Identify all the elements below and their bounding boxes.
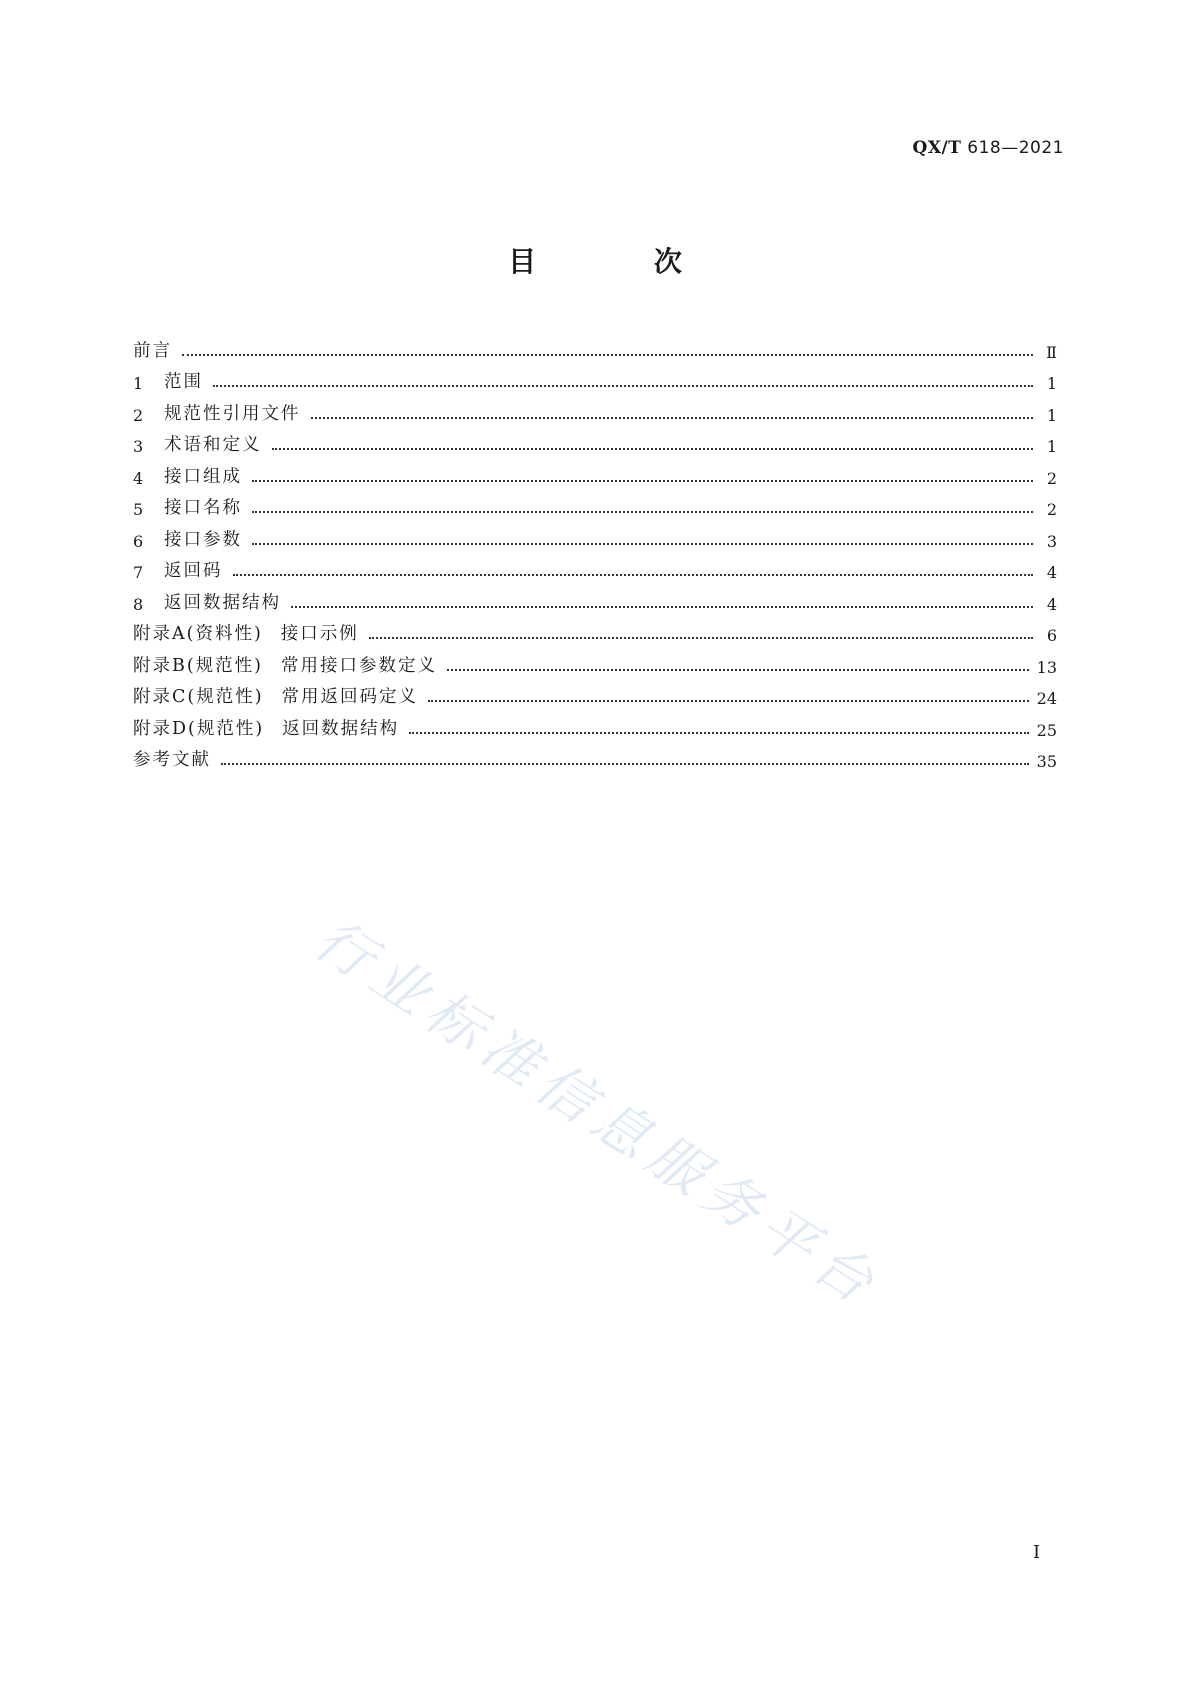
toc-entry-page: 2 — [1046, 500, 1057, 519]
toc-dot-leader — [447, 669, 1029, 671]
toc-annex-title: 接口示例 — [280, 624, 359, 644]
document-code — [913, 138, 1064, 158]
toc-entry-foreword[interactable] — [133, 330, 1057, 362]
toc-entry-page: 24 — [1036, 689, 1057, 708]
toc-annex-label: 附录A(资料性) — [133, 624, 263, 644]
toc-entry-label: 接口组成 — [164, 466, 242, 487]
toc-annex-title: 返回数据结构 — [282, 718, 400, 739]
toc-entry-annex-d[interactable] — [133, 708, 1057, 740]
toc-dot-leader — [182, 354, 1033, 356]
toc-entry-label — [133, 620, 359, 645]
toc-entry-terms-definitions[interactable] — [133, 425, 1057, 457]
toc-entry-label: 返回数据结构 — [164, 592, 281, 613]
toc-entry-number: 2 — [133, 405, 144, 425]
toc-entry-number: 8 — [133, 594, 144, 614]
toc-entry-return-codes[interactable] — [133, 551, 1057, 583]
toc-entry-bibliography[interactable] — [133, 740, 1057, 772]
toc-entry-label — [133, 683, 418, 708]
toc-title: 目 次 — [508, 245, 736, 278]
toc-entry-label: 前言 — [133, 340, 172, 361]
table-of-contents — [133, 330, 1057, 771]
toc-dot-leader — [213, 385, 1033, 387]
toc-entry-page: 1 — [1046, 374, 1057, 393]
toc-entry-scope[interactable] — [133, 362, 1057, 394]
toc-entry-interface-composition[interactable] — [133, 456, 1057, 488]
toc-entry-number: 4 — [133, 468, 144, 488]
toc-dot-leader — [311, 417, 1034, 419]
toc-entry-page: 6 — [1046, 626, 1057, 645]
toc-dot-leader — [291, 606, 1033, 608]
watermark: 行业标准信息服务平台 — [303, 906, 893, 1321]
toc-entry-page: 1 — [1046, 405, 1057, 425]
toc-entry-annex-c[interactable] — [133, 677, 1057, 709]
toc-entry-label — [133, 715, 399, 740]
toc-entry-label: 术语和定义 — [164, 435, 262, 455]
toc-entry-interface-names[interactable] — [133, 488, 1057, 520]
toc-entry-label: 接口参数 — [164, 529, 242, 550]
toc-annex-label: 附录B(规范性) — [133, 655, 264, 676]
toc-entry-page: 1 — [1046, 437, 1057, 456]
toc-entry-annex-a[interactable] — [133, 614, 1057, 646]
document-code-prefix: QX/T — [912, 138, 962, 158]
toc-dot-leader — [252, 480, 1033, 482]
toc-entry-number: 3 — [133, 437, 144, 456]
document-code-number: 618—2021 — [967, 138, 1064, 158]
toc-dot-leader — [272, 448, 1034, 450]
toc-entry-page: 3 — [1046, 531, 1057, 551]
toc-entry-annex-b[interactable] — [133, 645, 1057, 677]
toc-entry-number: 5 — [133, 500, 144, 519]
toc-dot-leader — [233, 574, 1034, 576]
toc-dot-leader — [369, 637, 1033, 639]
toc-entry-interface-parameters[interactable] — [133, 519, 1057, 551]
toc-entry-page: 25 — [1036, 720, 1057, 740]
toc-entry-label — [133, 652, 437, 677]
toc-entry-number: 1 — [133, 374, 144, 393]
toc-entry-normative-references[interactable] — [133, 393, 1057, 425]
toc-entry-page: 4 — [1046, 563, 1057, 582]
toc-entry-label: 规范性引用文件 — [164, 403, 301, 424]
toc-entry-label: 接口名称 — [164, 498, 242, 518]
toc-entry-label: 参考文献 — [133, 750, 211, 770]
toc-dot-leader — [221, 763, 1029, 765]
toc-entry-page: 2 — [1046, 468, 1057, 488]
toc-entry-label: 返回码 — [164, 561, 223, 581]
toc-dot-leader — [252, 511, 1033, 513]
toc-annex-label: 附录C(规范性) — [133, 687, 264, 707]
toc-entry-page: Ⅱ — [1046, 342, 1057, 362]
toc-entry-label: 范围 — [164, 372, 203, 392]
toc-entry-number: 7 — [133, 563, 144, 582]
toc-annex-title: 常用接口参数定义 — [281, 655, 438, 676]
toc-dot-leader — [252, 543, 1033, 545]
toc-annex-title: 常用返回码定义 — [281, 687, 419, 707]
toc-dot-leader — [428, 700, 1029, 702]
page-number: I — [1033, 1542, 1041, 1563]
toc-entry-return-data-structure[interactable] — [133, 582, 1057, 614]
toc-entry-number: 6 — [133, 531, 144, 551]
toc-entry-page: 35 — [1036, 752, 1057, 771]
toc-entry-page: 4 — [1046, 594, 1057, 614]
toc-annex-label: 附录D(规范性) — [133, 718, 265, 739]
toc-entry-page: 13 — [1036, 657, 1057, 677]
toc-dot-leader — [409, 732, 1028, 734]
